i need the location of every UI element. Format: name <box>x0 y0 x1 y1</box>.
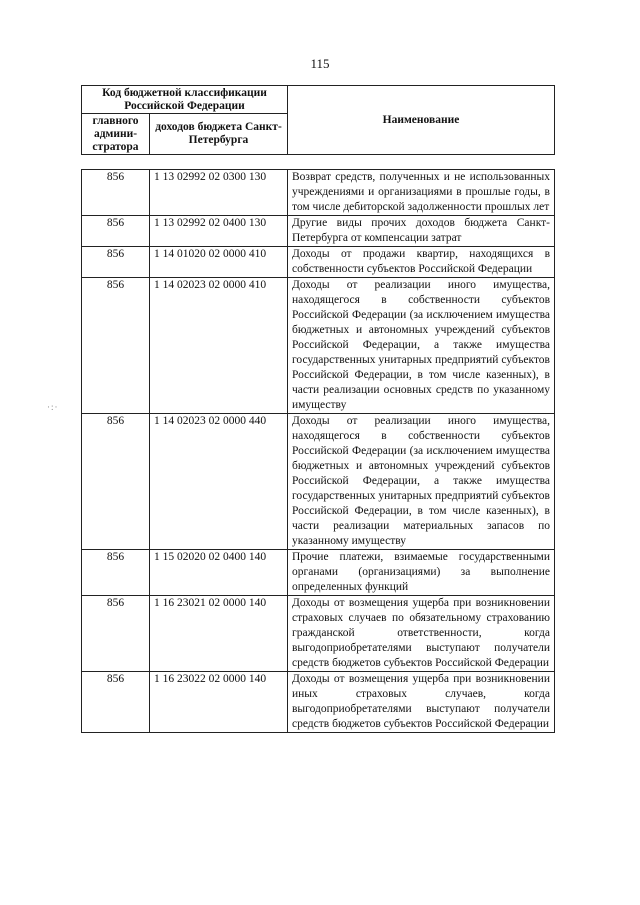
admin-code-cell: 856 <box>82 414 150 550</box>
revenue-code-cell: 1 13 02992 02 0300 130 <box>150 170 288 216</box>
table-row <box>82 414 555 550</box>
name-cell: Доходы от реализации иного имущества, находящегося в собственности субъектов Российской Федерации (за исключением имущества бюджетных и автономных учреждений субъектов Российской Федерации, а также имущества государственных унитарных предприятий субъектов Российской Федерации, в том числе казенных), в части реализации основных средств по указанному имуществу <box>288 278 555 414</box>
revenue-code-cell: 1 14 02023 02 0000 440 <box>150 414 288 550</box>
name-cell: Возврат средств, полученных и не использованных учреждениями и организациями в прошлые годы, в том числе дебиторской задолженности прошлых лет <box>288 170 555 216</box>
table-row <box>82 550 555 596</box>
table-row <box>82 596 555 672</box>
admin-code-cell: 856 <box>82 278 150 414</box>
name-cell: Доходы от возмещения ущерба при возникновении страховых случаев по обязательному страхованию гражданской ответственности, когда выгодоприобретателями выступают получатели средств бюджетов субъектов Российской Федерации <box>288 596 555 672</box>
header-admin-column: главного админи-стратора <box>82 114 150 155</box>
name-cell: Доходы от реализации иного имущества, находящегося в собственности субъектов Российской Федерации (за исключением имущества бюджетных и автономных учреждений субъектов Российской Федерации, а также имущества государственных унитарных предприятий субъектов Российской Федерации, в том числе казенных), в части реализации материальных запасов по указанному имуществу <box>288 414 555 550</box>
table-row <box>82 216 555 247</box>
table-header <box>81 85 555 155</box>
revenue-code-cell: 1 13 02992 02 0400 130 <box>150 216 288 247</box>
table-row <box>82 278 555 414</box>
revenue-code-cell: 1 15 02020 02 0400 140 <box>150 550 288 596</box>
header-group-title: Код бюджетной классификации Российской Федерации <box>82 86 288 114</box>
revenue-code-cell: 1 14 02023 02 0000 410 <box>150 278 288 414</box>
scan-artifact: ·:· <box>47 402 59 412</box>
admin-code-cell: 856 <box>82 247 150 278</box>
admin-code-cell: 856 <box>82 550 150 596</box>
table-row <box>82 672 555 733</box>
table-row <box>82 247 555 278</box>
header-revenue-column: доходов бюджета Санкт-Петербурга <box>150 114 288 155</box>
name-cell: Доходы от продажи квартир, находящихся в собственности субъектов Российской Федерации <box>288 247 555 278</box>
revenue-code-cell: 1 14 01020 02 0000 410 <box>150 247 288 278</box>
admin-code-cell: 856 <box>82 596 150 672</box>
revenue-table <box>81 169 555 733</box>
name-cell: Другие виды прочих доходов бюджета Санкт-Петербурга от компенсации затрат <box>288 216 555 247</box>
table-row <box>82 170 555 216</box>
revenue-code-cell: 1 16 23022 02 0000 140 <box>150 672 288 733</box>
admin-code-cell: 856 <box>82 216 150 247</box>
header-name-column: Наименование <box>288 86 555 155</box>
name-cell: Прочие платежи, взимаемые государственными органами (организациями) за выполнение определенных функций <box>288 550 555 596</box>
admin-code-cell: 856 <box>82 672 150 733</box>
admin-code-cell: 856 <box>82 170 150 216</box>
revenue-code-cell: 1 16 23021 02 0000 140 <box>150 596 288 672</box>
name-cell: Доходы от возмещения ущерба при возникновении иных страховых случаев, когда выгодоприобретателями выступают получатели средств бюджетов субъектов Российской Федерации <box>288 672 555 733</box>
page-number: 115 <box>310 56 330 71</box>
